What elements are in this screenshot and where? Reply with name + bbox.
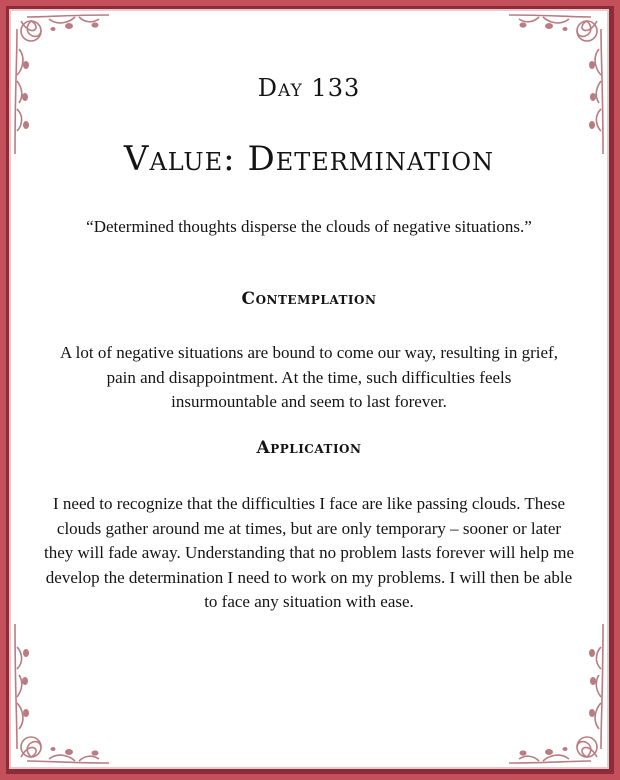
floral-vine-ornament-icon [499, 619, 609, 769]
section-body-application: I need to recognize that the difficulties I face are like passing clouds. These clouds gather around me at times, but are only temporary – sooner or later they will fade away. Understanding that no problem lasts forever will help me develop the determination I need to work on my problems. I will then be able to face any situation with ease. [44, 494, 574, 611]
card [9, 9, 609, 769]
page-title: Value: Determination [123, 139, 495, 179]
floral-vine-ornament-icon [9, 619, 119, 769]
section-heading-contemplation: Contemplation [241, 289, 377, 309]
section-body-contemplation: A lot of negative situations are bound to come our way, resulting in grief, pain and disappointment. At the time, such difficulties feels insurmountable and seem to last forever. [60, 343, 558, 411]
quote: “Determined thoughts disperse the clouds of negative situations.” [86, 217, 532, 236]
day-label: Day 133 [257, 74, 361, 102]
section-heading-application: Application [256, 438, 362, 458]
